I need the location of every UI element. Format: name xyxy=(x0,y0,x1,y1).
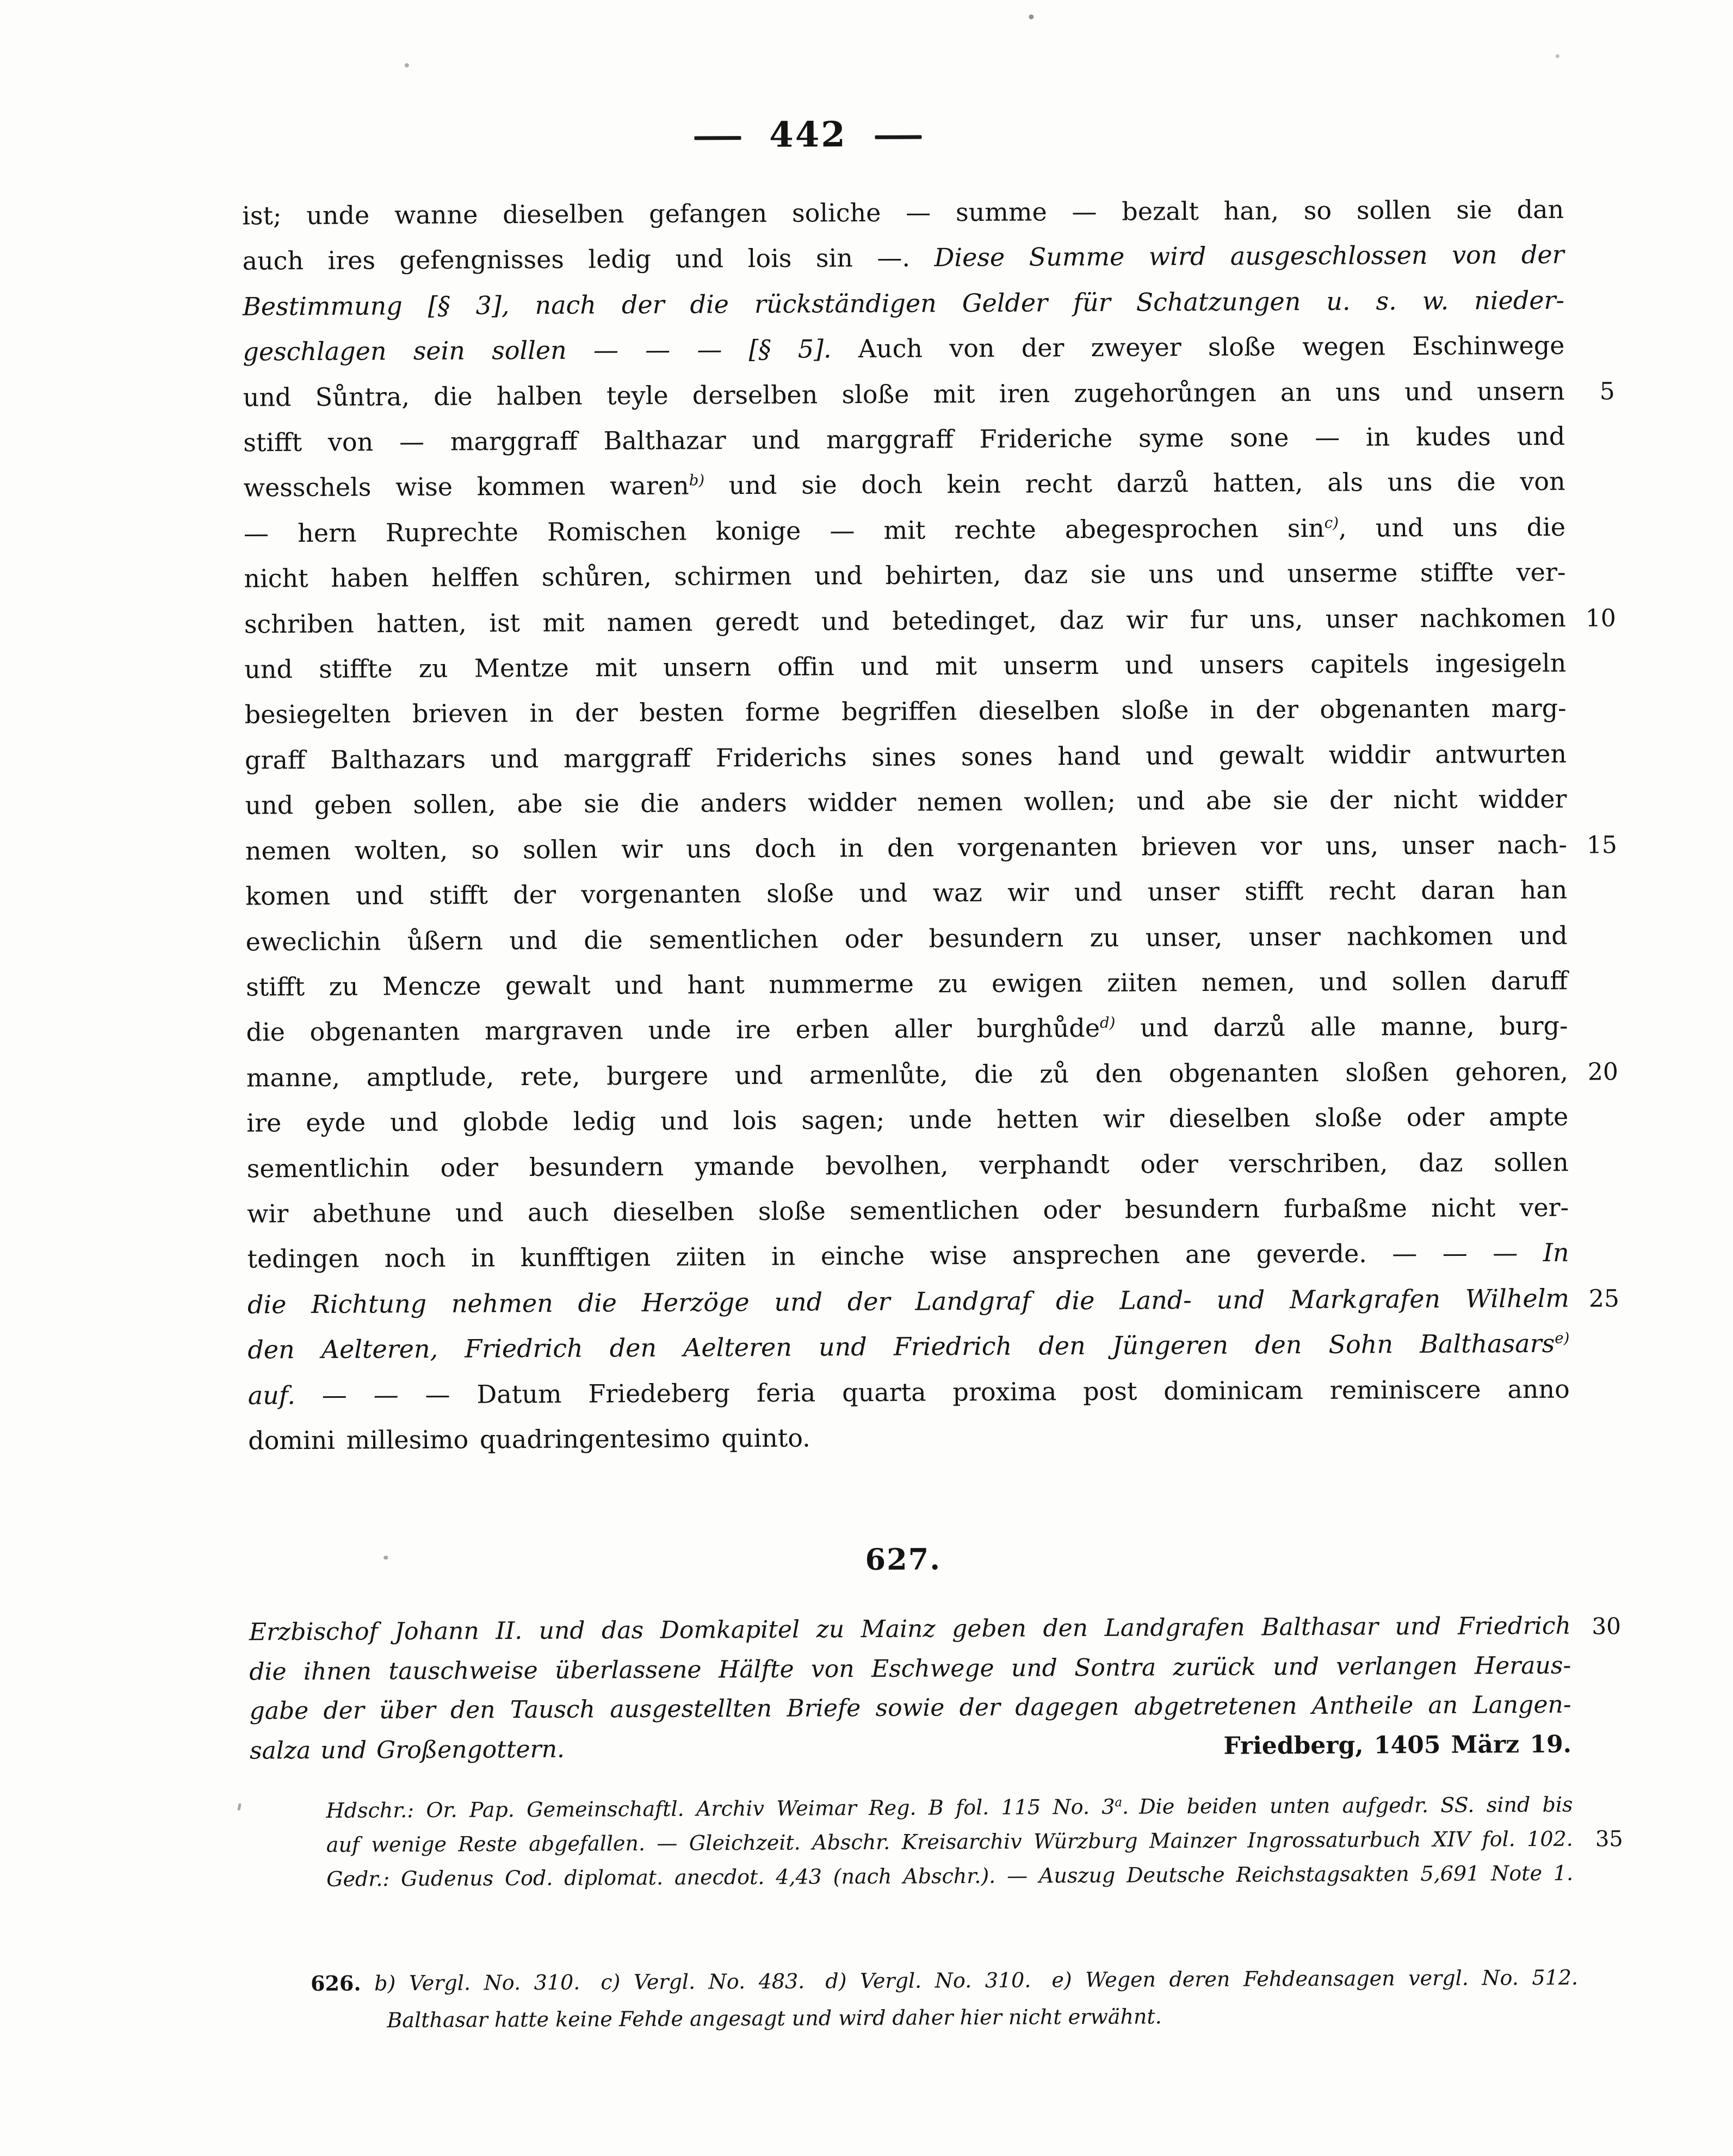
text-segment: b) Vergl. No. 310. c) Vergl. No. 483. d) Vergl. No. 310. e) Wegen deren Fehdeansagen vergl. No. 512. xyxy=(361,1965,1579,1996)
text-segment: auf. xyxy=(247,1380,295,1410)
line-number: 25 xyxy=(1588,1284,1620,1313)
text-line xyxy=(387,1996,1578,2039)
entry-627-heading: 627. xyxy=(865,1541,942,1577)
scan-speck xyxy=(1556,54,1559,58)
text-line xyxy=(326,1788,1573,1828)
text-segment: b) xyxy=(689,471,705,490)
text-segment: wir abethune und auch dieselben sloße sementlichen oder besundern furbaßme nicht ver- xyxy=(247,1192,1569,1229)
text-line xyxy=(244,595,1616,647)
text-segment: stifft zu Mencze gewalt und hant nummerme zu ewigen ziiten nemen, und sollen daruff xyxy=(246,965,1568,1002)
text-segment: und sie doch kein recht darzů hatten, als uns die von xyxy=(704,467,1565,500)
footnotes xyxy=(311,1959,1579,2039)
text-segment: nicht haben helffen schůren, schirmen und behirten, daz sie uns und unserme stiffte ver- xyxy=(244,557,1566,593)
text-segment: geschlagen sein sollen — — — [§ 5]. xyxy=(243,334,858,367)
text-segment: Hdschr.: Or. Pap. Gemeinschaftl. Archiv Weimar Reg. B fol. 115 No. 3 xyxy=(326,1794,1115,1823)
text-segment: Bestimmung [§ 3], nach der die rückständigen Gelder für Schatzungen u. s. w. nieder- xyxy=(242,285,1565,321)
text-segment: ist; unde wanne dieselben gefangen soliche — summe — bezalt han, so sollen sie dan xyxy=(242,194,1564,231)
line-number: 35 xyxy=(1595,1826,1623,1852)
text-line xyxy=(247,1321,1569,1373)
line-number: 15 xyxy=(1586,831,1618,859)
text-segment: besiegelten brieven in der besten forme begriffen dieselben sloße in der obgenanten marg- xyxy=(244,693,1567,730)
scan-speck xyxy=(405,63,409,67)
text-line xyxy=(245,822,1618,873)
text-line xyxy=(245,732,1567,783)
line-number: 30 xyxy=(1592,1613,1621,1640)
text-line xyxy=(243,323,1564,375)
text-segment: stifft von — marggraff Balthazar und marggraff Frideriche syme sone — in kudes und xyxy=(243,421,1565,457)
text-segment: die ihnen tauschweise überlassene Hälfte von Eschwege und Sontra zurück und verlangen Heraus- xyxy=(249,1651,1571,1686)
text-segment: ire eyde und globde ledig und lois sagen; unde hetten wir dieselben sloße oder ampte xyxy=(246,1101,1569,1138)
text-segment: gabe der über den Tausch ausgestellten Briefe sowie der dagegen abgetretenen Antheile an Langen- xyxy=(249,1690,1571,1725)
text-line xyxy=(326,1856,1573,1897)
text-segment: die obgenanten margraven unde ire erben aller burghůde xyxy=(246,1013,1100,1047)
text-line xyxy=(248,1412,1570,1464)
text-line xyxy=(247,1275,1620,1327)
text-line xyxy=(243,278,1564,330)
header-rule-left xyxy=(694,136,741,140)
text-line xyxy=(243,368,1615,420)
text-segment: wesschels wise kommen waren xyxy=(243,471,689,503)
text-segment: Balthasar hatte keine Fehde angesagt und wird daher hier nicht erwähnt. xyxy=(387,2004,1162,2033)
text-segment: auch ires gefengnisses ledig und lois sin —. xyxy=(242,243,934,276)
text-line xyxy=(242,187,1564,239)
text-line xyxy=(243,459,1565,511)
text-line xyxy=(246,1049,1619,1100)
text-segment: graff Balthazars und marggraff Friderichs sines sones hand und gewalt widdir antwurten xyxy=(244,739,1567,775)
text-line xyxy=(311,1959,1578,2002)
text-segment: salza und Großengottern. xyxy=(249,1735,565,1765)
line-number: 5 xyxy=(1599,377,1615,406)
text-segment: a xyxy=(1115,1795,1123,1810)
text-segment: und stiffte zu Mentze mit unsern offin und mit unserm und unsers capitels ingesigeln xyxy=(244,648,1567,684)
line-number: 20 xyxy=(1587,1057,1619,1086)
text-segment: In xyxy=(1543,1238,1569,1268)
text-line xyxy=(249,1607,1621,1652)
text-segment: komen und stifft der vorgenanten sloße und waz wir und unser stifft recht daran han xyxy=(245,875,1568,911)
text-segment: Gedr.: Gudenus Cod. diplomat. anecdot. 4,43 (nach Abschr.). — Auszug Deutsche Reichstagsakten 5,691 Note 1. xyxy=(326,1861,1574,1891)
text-segment: Friedberg, 1405 März 19. xyxy=(1223,1730,1572,1760)
text-segment: domini millesimo quadringentesimo quinto. xyxy=(248,1423,810,1455)
text-segment: d) xyxy=(1099,1013,1116,1032)
line-number: 10 xyxy=(1585,604,1616,633)
provenance-notes xyxy=(326,1788,1623,1897)
text-segment: eweclichin ůßern und die sementlichen oder besundern zu unser, unser nachkomen und xyxy=(245,920,1568,957)
scan-speck xyxy=(1029,14,1033,19)
text-segment: auf wenige Reste abgefallen. — Gleichzeit. Abschr. Kreisarchiv Würzburg Mainzer Ingrossaturbuch XIV fol. 102. xyxy=(326,1826,1573,1857)
text-segment: manne, amptlude, rete, burgere und armenlůte, die zů den obgenanten sloßen gehoren, xyxy=(246,1056,1569,1093)
page-number: 442 xyxy=(769,114,847,156)
text-line xyxy=(326,1822,1623,1862)
text-line xyxy=(244,550,1565,602)
text-segment: nemen wolten, so sollen wir uns doch in den vorgenanten brieven vor uns, unser nach- xyxy=(245,829,1568,866)
text-line xyxy=(249,1686,1571,1731)
text-line xyxy=(249,1646,1571,1692)
text-segment: — — — Datum Friedeberg feria quarta proxima post dominicam reminiscere anno xyxy=(295,1374,1570,1410)
scan-speck xyxy=(237,1803,242,1811)
scan-speck xyxy=(383,1556,388,1559)
text-segment: e) xyxy=(1555,1329,1570,1347)
text-line xyxy=(247,1139,1569,1191)
text-segment: schriben hatten, ist mit namen geredt und betedinget, daz wir fur uns, unser nachkomen xyxy=(244,603,1566,639)
text-segment: den Aelteren, Friedrich den Aelteren und Friedrich den Jüngeren den Sohn Balthasars xyxy=(247,1328,1555,1365)
text-line xyxy=(246,1094,1568,1146)
text-segment: — hern Ruprechte Romischen konige — mit rechte abegesprochen sin xyxy=(243,513,1324,548)
text-segment: und Sůntra, die halben teyle derselben sloße mit iren zugehorůngen an uns und unsern xyxy=(243,376,1565,412)
text-line xyxy=(244,505,1565,556)
page-header xyxy=(0,111,1675,159)
text-segment: Diese Summe wird ausgeschlossen von der xyxy=(934,240,1564,272)
text-line xyxy=(246,958,1568,1010)
text-segment: und darzů alle manne, burg- xyxy=(1115,1011,1568,1043)
text-segment: Auch von der zweyer sloße wegen Eschinwege xyxy=(858,330,1565,364)
header-rule-right xyxy=(875,135,922,139)
text-line xyxy=(245,868,1567,919)
text-segment: , und uns die xyxy=(1338,512,1566,543)
text-segment: . Die beiden unten aufgedr. SS. sind bis xyxy=(1122,1792,1573,1819)
text-line xyxy=(247,1230,1569,1282)
document-626-text xyxy=(242,187,1620,1464)
text-line xyxy=(242,232,1564,284)
text-line xyxy=(245,777,1567,828)
text-segment: die Richtung nehmen die Herzöge und der Landgraf die Land- und Markgrafen Wilhelm xyxy=(247,1283,1570,1319)
text-line xyxy=(243,414,1565,466)
text-segment: und geben sollen, abe sie die anders widder nemen wollen; und abe sie der nicht widder xyxy=(245,784,1567,820)
entry-627-summary xyxy=(249,1607,1621,1771)
text-line xyxy=(244,686,1566,738)
text-segment: sementlichin oder besundern ymande bevolhen, verphandt oder verschriben, daz sollen xyxy=(246,1147,1569,1184)
text-segment: c) xyxy=(1324,513,1339,532)
text-segment: tedingen noch in kunfftigen ziiten in einche wise ansprechen ane geverde. — — — xyxy=(247,1238,1543,1274)
text-line xyxy=(247,1185,1569,1237)
text-line xyxy=(250,1725,1571,1770)
text-line xyxy=(246,1003,1568,1055)
text-segment: Erzbischof Johann II. und das Domkapitel zu Mainz geben den Landgrafen Balthasar und Friedrich xyxy=(249,1612,1571,1646)
text-line xyxy=(248,1366,1570,1418)
text-line xyxy=(246,913,1568,964)
text-line xyxy=(244,641,1566,692)
text-segment: 626. xyxy=(310,1971,361,1996)
